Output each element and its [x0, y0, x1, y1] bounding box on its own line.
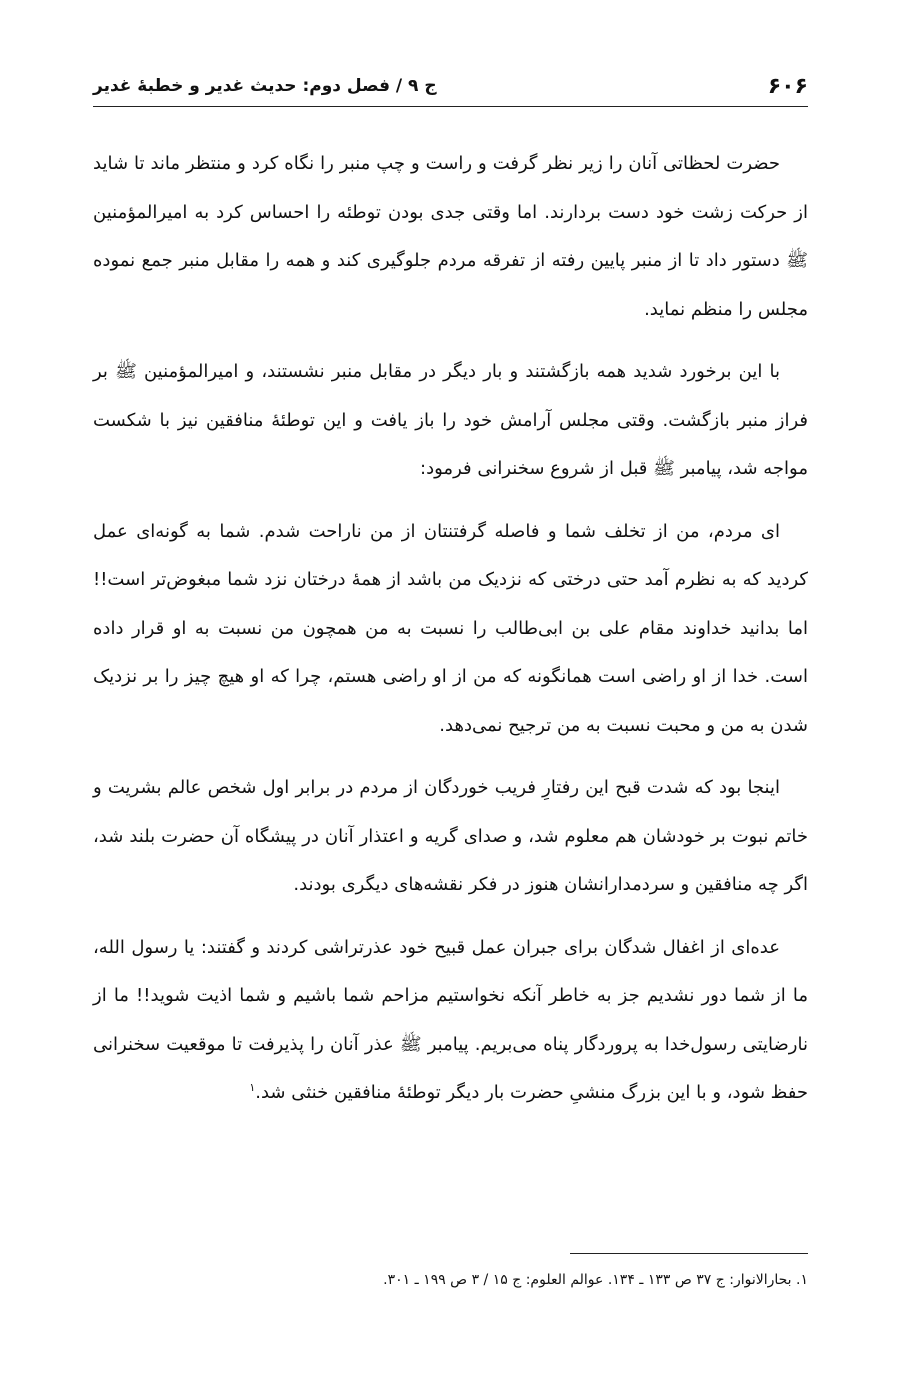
- running-title: ج ۹ / فصل دوم: حدیث غدیر و خطبهٔ غدیر: [93, 76, 437, 96]
- paragraph-1: حضرت لحظاتی آنان را زیر نظر گرفت و راست و چپ منبر را نگاه کرد و منتظر ماند تا شاید از حرکت زشت خود دست بردارند. اما وقتی جدی بودن توطئه را احساس کرد به امیرالمؤمنین ﷺ دستور داد تا از منبر پایین رفته از تفرقه مردم جلوگیری کند و همه را مقابل منبر جمع نموده مجلس را منظم نماید.: [93, 153, 808, 320]
- footnote: ۱. بحارالانوار: ج ۳۷ ص ۱۳۳ ـ ۱۳۴. عوالم العلوم: ج ۱۵ / ۳ ص ۱۹۹ ـ ۳۰۱.: [383, 1272, 808, 1288]
- paragraph-2: با این برخورد شدید همه بازگشتند و بار دیگر در مقابل منبر نشستند، و امیرالمؤمنین ﷺ بر فراز منبر بازگشت. وقتی مجلس آرامش خود را باز یافت و این توطئهٔ منافقین نیز با شکست مواجه شد، پیامبر ﷺ قبل از شروع سخنرانی فرمود:: [93, 361, 808, 479]
- page-header: [93, 66, 808, 107]
- paragraph-3: ای مردم، من از تخلف شما و فاصله گرفتنتان از من ناراحت شدم. شما به گونه‌ای عمل کردید که به نظرم آمد حتی درختی که نزدیک من باشد از همهٔ درختان نزد شما مبغوض‌تر است!! اما بدانید خداوند مقام علی بن ابی‌طالب را نسبت به من همچون من نسبت به او قرار داده است. خدا از او راضی است همانگونه که من از او راضی هستم، چرا که او هیچ چیز را بر نزدیک شدن به من و محبت نسبت به من ترجیح نمی‌دهد.: [93, 520, 808, 736]
- paragraph-5: [93, 924, 808, 1118]
- footnote-divider: [570, 1253, 808, 1254]
- footnote-reference[interactable]: ۱: [249, 1081, 256, 1094]
- paragraph-5-text: عده‌ای از اغفال شدگان برای جبران عمل قبیح خود عذرتراشی کردند و گفتند: یا رسول الله، ما از شما دور نشدیم جز به خاطر آنکه نخواستیم مزاحم شما باشیم و شما اذیت شوید!! ما از نارضایتی رسول‌خدا به پروردگار پناه می‌بریم. پیامبر ﷺ عذر آنان را پذیرفت تا موقعیت سخنرانی حفظ شود، و با این بزرگ منشیِ حضرت بار دیگر توطئهٔ منافقین خنثی شد.: [93, 936, 808, 1103]
- page-number: ۶۰۶: [767, 73, 808, 99]
- paragraph-4: اینجا بود که شدت قبح این رفتارِ فریب خوردگان از مردم در برابر اول شخص عالم بشریت و خاتم نبوت بر خودشان هم معلوم شد، و صدای گریه و اعتذار آنان در پیشگاه آن حضرت بلند شد، اگر چه منافقین و سردمدارانشان هنوز در فکر نقشه‌های دیگری بودند.: [93, 777, 808, 895]
- body-text: [93, 140, 808, 1132]
